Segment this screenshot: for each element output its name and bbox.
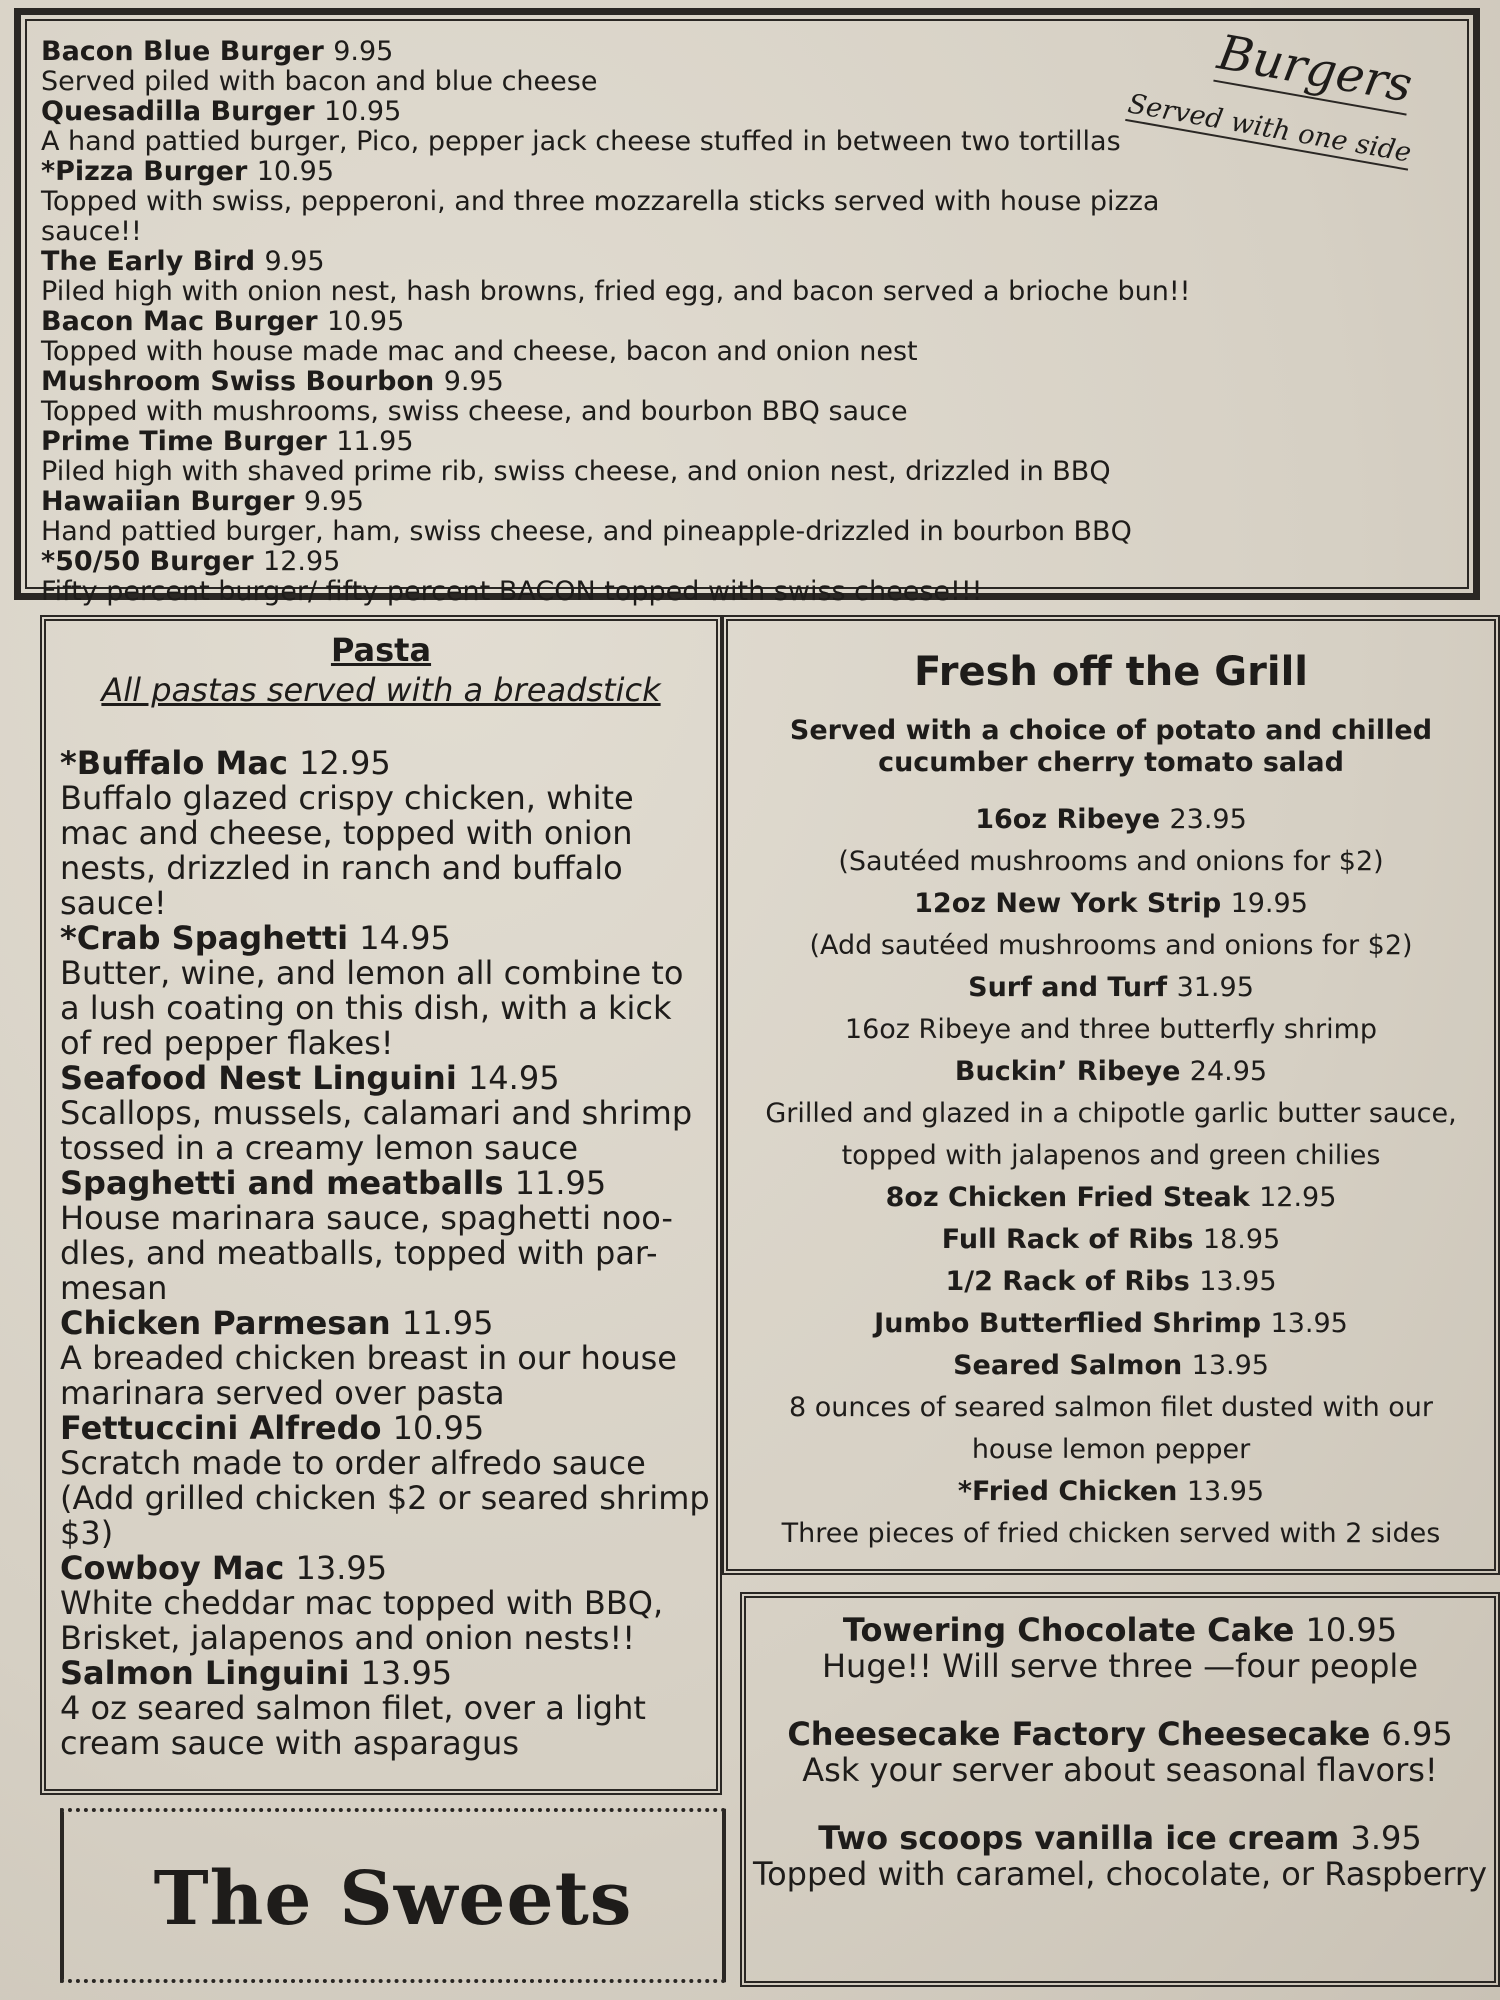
menu-item	[60, 1306, 710, 1411]
item-name: Salmon Linguini	[60, 1654, 350, 1692]
grill-line: 1/2 Rack of Ribs 13.95	[945, 1266, 1277, 1297]
item-name: Hawaiian Burger	[41, 486, 295, 517]
grill-line: 16oz Ribeye and three butterfly shrimp	[844, 1014, 1378, 1045]
item-description: Topped with mushrooms, swiss cheese, and bourbon BBQ sauce	[41, 396, 908, 427]
dessert-description: Ask your server about seasonal flavors!	[802, 1751, 1438, 1789]
menu-item	[41, 247, 1191, 307]
grill-line: *Fried Chicken 13.95	[957, 1476, 1265, 1507]
menu-item	[41, 547, 1191, 607]
item-description: Butter, wine, and lemon all combine to a lush coating on this dish, with a kick of red pepper flakes!	[60, 954, 684, 1062]
menu-item	[60, 1656, 710, 1761]
grill-line: 16oz Ribeye 23.95	[975, 804, 1247, 835]
item-description: A hand pattied burger, Pico, pepper jack cheese stuffed in between two tortillas	[41, 126, 1121, 157]
menu-item	[41, 427, 1191, 487]
item-description: White cheddar mac topped with BBQ, Brisket, jalapenos and onion nests!!	[60, 1584, 664, 1657]
item-name: Chicken Parmesan	[60, 1304, 391, 1342]
burgers-subheading: Served with one side	[1125, 88, 1414, 169]
grill-line: Full Rack of Ribs 18.95	[941, 1224, 1281, 1255]
item-description: Hand pattied burger, ham, swiss cheese, and pineapple-drizzled in bourbon BBQ	[41, 516, 1132, 547]
grill-line: 8oz Chicken Fried Steak 12.95	[885, 1182, 1337, 1213]
item-price: 9.95	[303, 486, 364, 517]
item-name: Fettuccini Alfredo	[60, 1409, 382, 1447]
menu-item	[60, 1551, 710, 1656]
item-name: Prime Time Burger	[41, 426, 327, 457]
item-price: 10.95	[323, 96, 402, 127]
menu-item	[60, 1166, 710, 1306]
menu-item	[60, 1061, 710, 1166]
grill-line: (Sautéed mushrooms and onions for $2)	[838, 846, 1384, 877]
menu-item	[60, 921, 710, 1061]
grill-section	[722, 615, 1500, 1575]
item-name: Spaghetti and meatballs	[60, 1164, 504, 1202]
item-description: Topped with house made mac and cheese, bacon and onion nest	[41, 336, 918, 367]
item-name: *Buffalo Mac	[60, 744, 288, 782]
item-description: Piled high with shaved prime rib, swiss cheese, and onion nest, drizzled in BBQ	[41, 456, 1111, 487]
dessert-description: Topped with caramel, chocolate, or Raspberry	[752, 1855, 1488, 1893]
item-description: Piled high with onion nest, hash browns, fried egg, and bacon served a brioche bun!!	[41, 276, 1191, 307]
item-name: Quesadilla Burger	[41, 96, 315, 127]
grill-subheading: Served with a choice of potato and chilled cucumber cherry tomato salad	[789, 715, 1433, 778]
menu-item	[41, 367, 1191, 427]
grill-line: Three pieces of fried chicken served with 2 sides	[781, 1518, 1441, 1549]
menu-item	[41, 487, 1191, 547]
sweets-heading: The Sweets	[153, 1856, 633, 1942]
dessert-title: Towering Chocolate Cake 10.95	[842, 1611, 1398, 1649]
item-description: Served piled with bacon and blue cheese	[41, 66, 598, 97]
burgers-list	[41, 37, 1191, 607]
item-name: The Early Bird	[41, 246, 256, 277]
pasta-heading: Pasta	[330, 631, 432, 669]
item-name: Bacon Blue Burger	[41, 36, 324, 67]
item-name: *Crab Spaghetti	[60, 919, 349, 957]
item-price: 10.95	[326, 306, 405, 337]
item-price: 11.95	[336, 426, 414, 457]
grill-heading: Fresh off the Grill	[914, 649, 1308, 695]
item-price: 10.95	[392, 1409, 485, 1447]
menu-item	[60, 1411, 710, 1551]
grill-line: Jumbo Butterflied Shrimp 13.95	[874, 1308, 1348, 1339]
item-description: A breaded chicken breast in our house marinara served over pasta	[60, 1339, 677, 1412]
dessert-title: Two scoops vanilla ice cream 3.95	[818, 1819, 1422, 1857]
desserts-section	[740, 1592, 1500, 1987]
item-price: 9.95	[264, 246, 325, 277]
sweets-heading-box	[60, 1808, 726, 1983]
grill-line: house lemon pepper	[971, 1434, 1251, 1465]
item-name: *50/50 Burger	[41, 546, 254, 577]
item-description: Buffalo glazed crispy chicken, white mac and cheese, topped with onion nests, drizzled in ranch and buffalo sauce!	[60, 779, 634, 922]
item-price: 9.95	[443, 366, 504, 397]
menu-item	[41, 157, 1191, 247]
grill-line: Surf and Turf 31.95	[968, 972, 1254, 1003]
item-price: 14.95	[359, 919, 451, 957]
item-price: 12.95	[263, 546, 341, 577]
menu-item	[41, 307, 1191, 367]
menu-item	[60, 746, 710, 921]
item-price: 9.95	[333, 36, 394, 67]
menu-item	[41, 97, 1191, 157]
item-price: 14.95	[467, 1059, 560, 1097]
pasta-list	[60, 746, 710, 1761]
item-price: 11.95	[401, 1304, 494, 1342]
grill-line: Buckin’ Ribeye 24.95	[954, 1056, 1268, 1087]
dessert-description: Huge!! Will serve three —four people	[821, 1647, 1418, 1685]
grill-line: topped with jalapenos and green chilies	[841, 1140, 1381, 1171]
item-price: 13.95	[295, 1549, 388, 1587]
grill-line: 12oz New York Strip 19.95	[914, 888, 1308, 919]
grill-line: (Add sautéed mushrooms and onions for $2)	[809, 930, 1413, 961]
item-description: Fifty percent burger/ fifty percent BACON topped with swiss cheese!!!	[41, 576, 983, 607]
grill-line: Grilled and glazed in a chipotle garlic butter sauce,	[765, 1098, 1457, 1129]
item-description: Scallops, mussels, calamari and shrimp tossed in a creamy lemon sauce	[60, 1094, 693, 1167]
pasta-subheading: All pastas served with a breadstick	[101, 671, 661, 709]
item-description: 4 oz seared salmon filet, over a light cream sauce with asparagus	[60, 1689, 646, 1762]
burgers-heading: Burgers	[1213, 24, 1417, 114]
burgers-section	[14, 8, 1480, 607]
item-price: 10.95	[256, 156, 334, 187]
item-price: 12.95	[299, 744, 391, 782]
item-description: Scratch made to order alfredo sauce (Add grilled chicken $2 or seared shrimp $3)	[60, 1444, 710, 1552]
item-price: 11.95	[514, 1164, 607, 1202]
menu-item	[41, 37, 1191, 97]
item-name: Seafood Nest Linguini	[60, 1059, 457, 1097]
item-name: *Pizza Burger	[41, 156, 248, 187]
item-name: Cowboy Mac	[60, 1549, 285, 1587]
grill-list	[728, 799, 1494, 1555]
dessert-title: Cheesecake Factory Cheesecake 6.95	[787, 1715, 1453, 1753]
item-name: Bacon Mac Burger	[41, 306, 318, 337]
item-description: House marinara sauce, spaghetti noo-dles, and meatballs, topped with par-mesan	[60, 1199, 673, 1307]
grill-line: 8 ounces of seared salmon filet dusted with our	[788, 1392, 1434, 1423]
desserts-list	[746, 1612, 1494, 1892]
item-price: 13.95	[360, 1654, 453, 1692]
item-description: Topped with swiss, pepperoni, and three mozzarella sticks served with house pizza sauce!!	[41, 186, 1160, 247]
grill-line: Seared Salmon 13.95	[953, 1350, 1269, 1381]
pasta-section	[40, 615, 722, 1795]
item-name: Mushroom Swiss Bourbon	[41, 366, 435, 397]
